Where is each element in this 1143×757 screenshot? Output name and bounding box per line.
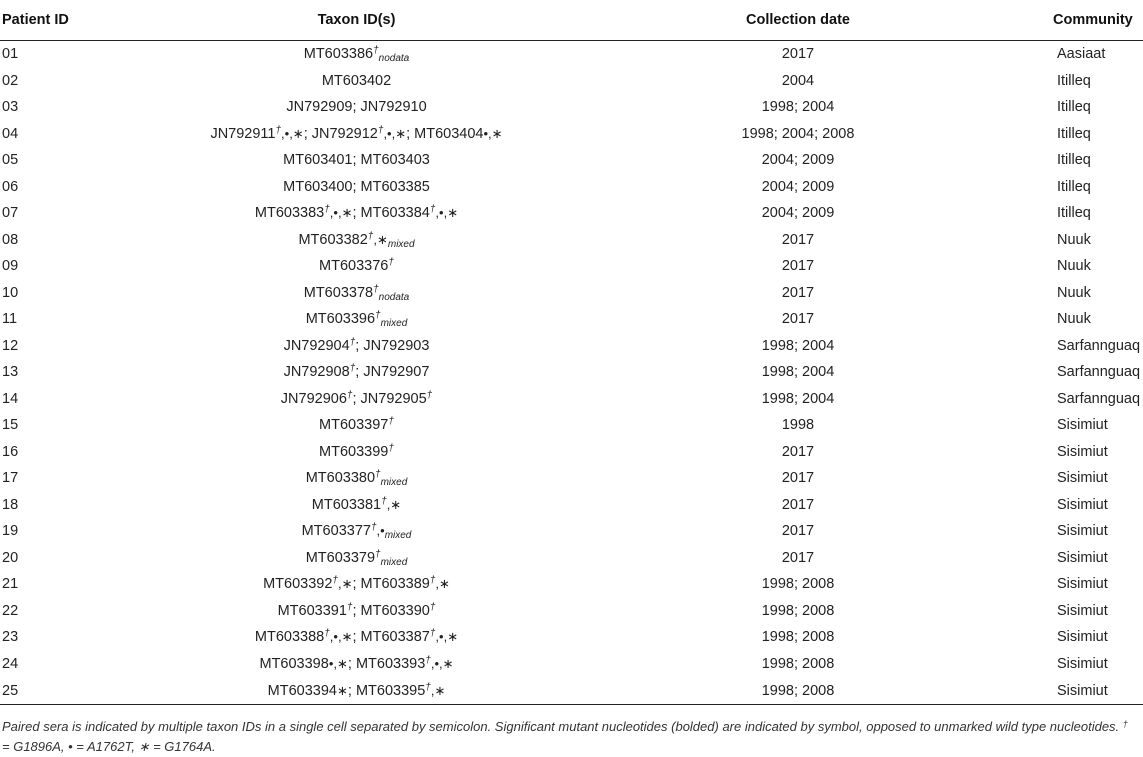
cell-taxon-ids [120, 598, 593, 625]
table-row [0, 571, 1143, 598]
taxon-mutation-markers: ,•,∗ [281, 125, 304, 141]
taxon-accession: MT603376 [319, 258, 389, 275]
taxon-accession: MT603396 [305, 311, 376, 328]
taxon-dagger-marker: † [425, 681, 431, 693]
cell-patient-id: 05 [2, 152, 19, 169]
taxon-accession: MT603393 [355, 655, 426, 672]
taxon-separator: ; [355, 364, 364, 381]
table-row [0, 227, 1143, 254]
table-row [0, 174, 1143, 201]
taxon-mutation-markers: •,∗ [328, 655, 348, 671]
cell-collection-date: 2004 [781, 72, 815, 89]
taxon-mutation-markers: ∗ [336, 682, 348, 698]
cell-collection-date: 1998; 2004 [761, 337, 835, 354]
cell-taxon-ids [120, 624, 593, 651]
taxon-dagger-marker: † [429, 601, 436, 613]
cell-patient-id: 07 [2, 205, 19, 222]
cell-collection-date: 2017 [781, 258, 815, 275]
taxon-accession: MT603378 [303, 284, 374, 301]
taxon-accession: MT603380 [305, 470, 376, 487]
taxon-mutation-markers: ,∗ [435, 576, 450, 592]
cell-collection-date: 1998; 2004 [761, 390, 835, 407]
cell-taxon-ids [120, 280, 593, 307]
cell-taxon-ids [120, 306, 593, 333]
table-header-row [0, 0, 1143, 41]
taxon-accession: MT603402 [321, 72, 392, 89]
cell-patient-id: 22 [2, 602, 19, 619]
cell-patient-id: 24 [2, 655, 19, 672]
cell-community: Sisimiut [1057, 576, 1108, 593]
cell-collection-date: 2017 [781, 496, 815, 513]
cell-patient-id: 18 [2, 496, 19, 513]
cell-taxon-ids [120, 200, 593, 227]
footnote-legend: = G1896A, • = A1762T, ∗ = G1764A. [2, 739, 216, 754]
taxon-accession: JN792904 [283, 337, 350, 354]
taxon-accession: MT603387 [360, 629, 430, 646]
cell-taxon-ids [120, 121, 593, 148]
taxon-separator: ; [352, 99, 361, 116]
cell-patient-id: 12 [2, 337, 19, 354]
taxon-mutation-markers: ,∗ [373, 231, 388, 247]
taxon-accession: MT603389 [360, 576, 430, 593]
cell-collection-date: 1998; 2004 [761, 99, 835, 116]
cell-collection-date: 2004; 2009 [761, 152, 835, 169]
cell-community: Itilleq [1057, 152, 1091, 169]
taxon-separator: ; [352, 602, 361, 619]
taxon-subscript-note: mixed [387, 238, 415, 250]
taxon-separator: ; [303, 125, 312, 142]
taxon-accession: MT603390 [360, 602, 430, 619]
cell-patient-id: 23 [2, 629, 19, 646]
cell-community: Itilleq [1057, 72, 1091, 89]
cell-community: Sarfannguaq [1057, 390, 1141, 407]
cell-collection-date: 1998; 2008 [761, 576, 835, 593]
cell-taxon-ids [120, 439, 593, 466]
taxon-separator: ; [406, 125, 415, 142]
taxon-separator: ; [347, 682, 356, 699]
taxon-accession: MT603382 [298, 231, 368, 248]
taxon-accession: JN792910 [360, 99, 427, 116]
taxon-dagger-marker: † [349, 336, 356, 348]
taxon-dagger-marker: † [429, 575, 436, 587]
cell-taxon-ids [120, 227, 593, 254]
cell-patient-id: 13 [2, 364, 19, 381]
taxon-dagger-marker: † [426, 389, 433, 401]
cell-collection-date: 1998; 2004; 2008 [741, 125, 855, 142]
taxon-accession: MT603391 [277, 602, 347, 619]
footnote-dagger: † [1122, 719, 1128, 729]
cell-collection-date: 2017 [781, 311, 815, 328]
cell-community: Nuuk [1057, 311, 1091, 328]
cell-taxon-ids [120, 545, 593, 572]
taxon-mutation-markers: ,•,∗ [430, 655, 454, 671]
table-row [0, 200, 1143, 227]
cell-collection-date: 2017 [781, 470, 815, 487]
table-row [0, 412, 1143, 439]
table-row [0, 439, 1143, 466]
taxon-mutation-markers: ,•,∗ [329, 205, 353, 221]
cell-taxon-ids [120, 571, 593, 598]
cell-collection-date: 1998; 2008 [593, 677, 1003, 705]
cell-taxon-ids [120, 333, 593, 360]
table-row [0, 677, 1143, 705]
cell-collection-date: 2017 [781, 443, 815, 460]
cell-community: Sisimiut [1057, 496, 1108, 513]
taxon-accession: MT603394 [267, 682, 337, 699]
table-body [0, 41, 1143, 705]
cell-taxon-ids [120, 359, 593, 386]
cell-collection-date: 2004; 2009 [761, 205, 835, 222]
taxon-dagger-marker: † [429, 204, 436, 216]
cell-collection-date: 2017 [781, 549, 815, 566]
taxon-separator: ; [352, 629, 361, 646]
taxon-dagger-marker: † [367, 230, 374, 242]
taxon-accession: MT603385 [360, 178, 430, 195]
cell-taxon-ids [120, 465, 593, 492]
taxon-mutation-markers: ,•,∗ [435, 629, 459, 645]
taxon-accession: MT603404 [414, 125, 484, 142]
cell-taxon-ids [120, 518, 593, 545]
taxon-mutation-markers: ,∗ [430, 682, 446, 698]
taxon-accession: JN792903 [363, 337, 430, 354]
taxon-subscript-note: mixed [380, 477, 408, 489]
taxon-accession: JN792909 [286, 99, 353, 116]
cell-collection-date: 1998; 2008 [761, 629, 835, 646]
taxon-separator: ; [352, 178, 361, 195]
cell-community: Sarfannguaq [1057, 364, 1141, 381]
cell-community: Itilleq [1057, 99, 1091, 116]
cell-collection-date: 2017 [781, 231, 815, 248]
table-row [0, 306, 1143, 333]
cell-community: Itilleq [1057, 205, 1091, 222]
cell-patient-id: 20 [2, 549, 19, 566]
cell-patient-id: 14 [2, 390, 19, 407]
table-row [0, 624, 1143, 651]
taxon-dagger-marker: † [375, 310, 381, 322]
taxon-dagger-marker: † [377, 124, 384, 136]
taxon-accession: MT603392 [263, 576, 333, 593]
cell-community: Sisimiut [1057, 549, 1108, 566]
taxon-accession: MT603397 [319, 417, 389, 434]
taxon-separator: ; [347, 655, 356, 672]
cell-taxon-ids [120, 41, 593, 68]
taxon-dagger-marker: † [388, 442, 394, 454]
cell-patient-id: 08 [2, 231, 19, 248]
taxon-subscript-note: nodata [378, 53, 410, 65]
table-row [0, 253, 1143, 280]
taxon-accession: MT603386 [303, 46, 374, 63]
cell-patient-id: 15 [2, 417, 19, 434]
cell-patient-id: 04 [2, 125, 19, 142]
cell-patient-id: 11 [2, 311, 18, 328]
cell-community: Nuuk [1057, 258, 1091, 275]
cell-collection-date: 2017 [781, 523, 815, 540]
taxon-mutation-markers: ,• [376, 523, 385, 539]
cell-community: Sisimiut [1057, 655, 1108, 672]
table-row [0, 121, 1143, 148]
cell-patient-id: 06 [2, 178, 19, 195]
cell-collection-date: 1998; 2008 [761, 602, 835, 619]
cell-community: Sisimiut [1057, 523, 1108, 540]
taxon-separator: ; [352, 390, 361, 407]
cell-community: Itilleq [1057, 178, 1091, 195]
taxon-accession: MT603399 [319, 443, 389, 460]
cell-taxon-ids [120, 147, 593, 174]
taxon-dagger-marker: † [370, 522, 377, 534]
taxon-accession: JN792908 [283, 364, 350, 381]
header-collection-date: Collection date [593, 0, 1003, 41]
cell-patient-id: 17 [2, 470, 19, 487]
taxon-accession: MT603403 [360, 152, 430, 169]
taxon-dagger-marker: † [375, 469, 381, 481]
cell-community: Sisimiut [1057, 629, 1108, 646]
taxon-dagger-marker: † [429, 628, 436, 640]
table-row [0, 598, 1143, 625]
cell-community: Sisimiut [1057, 602, 1108, 619]
taxon-subscript-note: mixed [380, 556, 408, 568]
table-row [0, 545, 1143, 572]
table-row [0, 359, 1143, 386]
cell-taxon-ids [120, 68, 593, 95]
taxon-separator: ; [352, 576, 361, 593]
taxon-accession: MT603401 [283, 152, 353, 169]
cell-patient-id: 02 [2, 72, 19, 89]
table-row [0, 333, 1143, 360]
cell-patient-id: 21 [2, 576, 19, 593]
taxon-mutation-markers: ,•,∗ [329, 629, 353, 645]
taxon-dagger-marker: † [373, 45, 379, 57]
taxon-accession: MT603381 [311, 496, 382, 513]
taxon-dagger-marker: † [349, 363, 356, 375]
cell-taxon-ids [120, 94, 593, 121]
taxon-dagger-marker: † [388, 257, 394, 269]
footnote-text: Paired sera is indicated by multiple taxon IDs in a single cell separated by semicolon. Significant mutant nucleotides (bolded) are indicated by symbol, opposed to unmarked wild type nucleotides. [2, 719, 1123, 734]
taxon-accession: JN792906 [280, 390, 347, 407]
table-row [0, 41, 1143, 68]
taxon-dagger-marker: † [425, 654, 431, 666]
taxon-dagger-marker: † [388, 416, 394, 428]
cell-taxon-ids [120, 253, 593, 280]
taxon-accession: MT603388 [254, 629, 325, 646]
cell-collection-date: 1998; 2004 [761, 364, 835, 381]
taxon-accession: MT603384 [360, 205, 430, 222]
taxon-dagger-marker: † [375, 548, 381, 560]
cell-taxon-ids [120, 412, 593, 439]
cell-patient-id: 19 [2, 523, 19, 540]
taxon-mutation-markers: ,∗ [337, 576, 353, 592]
table-row [0, 518, 1143, 545]
cell-community: Aasiaat [1057, 46, 1106, 63]
taxon-accession: MT603383 [254, 205, 325, 222]
taxon-dagger-marker: † [346, 389, 353, 401]
table-row [0, 147, 1143, 174]
table-row [0, 68, 1143, 95]
cell-collection-date: 2017 [781, 284, 815, 301]
table-row [0, 386, 1143, 413]
cell-taxon-ids [120, 174, 593, 201]
taxon-subscript-note: nodata [378, 291, 410, 303]
cell-community: Sisimiut [1057, 443, 1108, 460]
cell-taxon-ids [120, 677, 593, 705]
taxon-accession: JN792912 [311, 125, 378, 142]
taxon-separator: ; [355, 337, 364, 354]
header-community: Community [1003, 0, 1143, 41]
cell-patient-id: 10 [2, 284, 19, 301]
taxon-dagger-marker: † [324, 204, 330, 216]
cell-community: Sisimiut [1057, 470, 1108, 487]
table-row [0, 280, 1143, 307]
taxon-accession: MT603395 [355, 682, 426, 699]
taxon-subscript-note: mixed [384, 530, 412, 542]
taxon-accession: JN792907 [363, 364, 430, 381]
table-row [0, 492, 1143, 519]
taxon-accession: MT603400 [283, 178, 353, 195]
taxon-mutation-markers: ,•,∗ [383, 125, 407, 141]
cell-community: Sisimiut [1003, 677, 1143, 705]
cell-community: Nuuk [1057, 284, 1091, 301]
cell-patient-id: 03 [2, 99, 19, 116]
cell-patient-id: 09 [2, 258, 19, 275]
header-taxon-ids: Taxon ID(s) [120, 0, 593, 41]
cell-patient-id: 25 [0, 677, 120, 705]
taxon-accession: JN792905 [360, 390, 427, 407]
taxon-subscript-note: mixed [380, 318, 408, 330]
taxon-separator: ; [352, 205, 361, 222]
cell-community: Itilleq [1057, 125, 1091, 142]
cell-collection-date: 1998 [781, 417, 815, 434]
taxon-dagger-marker: † [373, 283, 379, 295]
taxon-separator: ; [352, 152, 361, 169]
cell-collection-date: 1998; 2008 [761, 655, 835, 672]
taxon-accession: JN792911 [210, 125, 276, 142]
cell-community: Sisimiut [1057, 417, 1108, 434]
cell-taxon-ids [120, 651, 593, 678]
cell-patient-id: 01 [2, 46, 19, 63]
taxon-mutation-markers: ,•,∗ [435, 205, 459, 221]
taxon-dagger-marker: † [324, 628, 330, 640]
table-row [0, 651, 1143, 678]
cell-collection-date: 2004; 2009 [761, 178, 835, 195]
cell-taxon-ids [120, 492, 593, 519]
cell-taxon-ids [120, 386, 593, 413]
table-row [0, 94, 1143, 121]
taxon-dagger-marker: † [381, 495, 387, 507]
table-row [0, 465, 1143, 492]
taxon-mutation-markers: ,∗ [386, 496, 402, 512]
taxon-accession: MT603379 [305, 549, 376, 566]
taxon-dagger-marker: † [275, 124, 282, 136]
cell-community: Sarfannguaq [1057, 337, 1141, 354]
taxon-accession: MT603377 [301, 523, 371, 540]
taxon-mutation-markers: •,∗ [483, 125, 503, 141]
header-patient-id: Patient ID [0, 0, 120, 41]
taxon-accession: MT603398 [259, 655, 329, 672]
table-footnote [2, 717, 1137, 757]
cell-patient-id: 16 [2, 443, 19, 460]
taxon-dagger-marker: † [332, 575, 338, 587]
taxon-dagger-marker: † [346, 601, 353, 613]
cell-collection-date: 2017 [781, 46, 815, 63]
cell-community: Nuuk [1057, 231, 1091, 248]
